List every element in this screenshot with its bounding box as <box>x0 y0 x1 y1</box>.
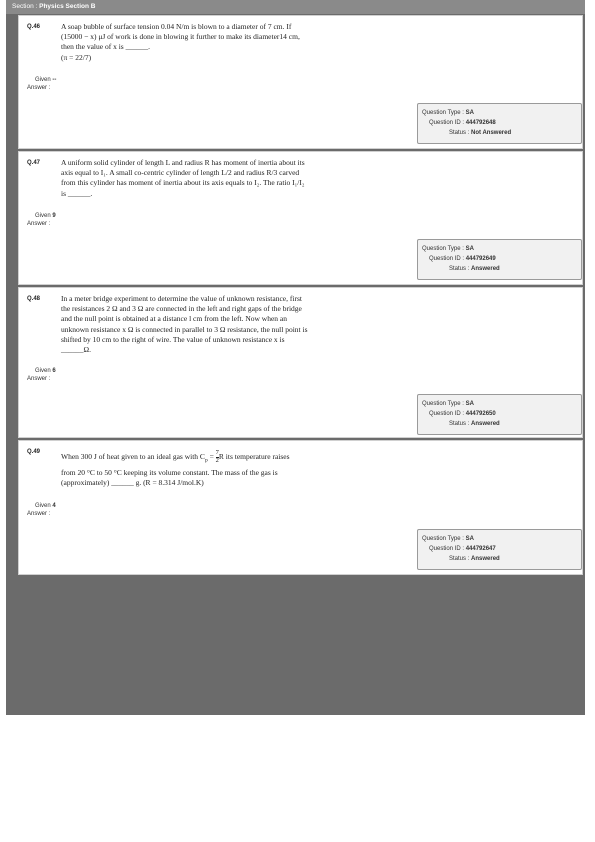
question-line: A soap bubble of surface tension 0.04 N/m is blown to a diameter of 7 cm. If <box>61 22 292 31</box>
question-status: Status : Not Answered <box>449 130 512 136</box>
section-name: Physics Section B <box>39 3 96 10</box>
question-line: the resistances 2 Ω and 3 Ω are connected in the left and right gaps of the bridge <box>61 304 302 314</box>
question-card-46 <box>18 15 583 149</box>
question-meta-box <box>417 239 582 280</box>
question-meta-box <box>417 103 582 144</box>
given-answer <box>35 503 56 511</box>
answer-label: Answer : <box>27 376 51 382</box>
question-line: In a meter bridge experiment to determine the value of unknown resistance, first <box>61 294 302 303</box>
question-type: Question Type : SA <box>422 401 474 407</box>
given-label: Given <box>35 503 51 509</box>
question-text <box>61 22 300 63</box>
question-line: from this cylinder has moment of inertia about its axis equals to I₂. The ratio I₁/I₂ <box>61 178 305 188</box>
question-text <box>61 158 305 199</box>
question-number: Q.48 <box>27 296 41 302</box>
given-value: 9 <box>52 213 56 219</box>
question-status: Status : Answered <box>449 556 500 562</box>
question-line: axis equal to I₁. A small co-centric cylinder of length L/2 and radius R/3 carved <box>61 168 300 178</box>
section-label: Section : <box>12 3 40 10</box>
question-number: Q.47 <box>27 160 41 166</box>
given-label: Given <box>35 368 51 374</box>
question-type: Question Type : SA <box>422 110 474 116</box>
answer-label: Answer : <box>27 85 51 91</box>
given-label: Given <box>35 213 51 219</box>
question-status: Status : Answered <box>449 266 500 272</box>
question-id: Question ID : 444792649 <box>429 256 496 262</box>
question-line: and the null point is obtained at a distance l cm from the left. Now when an <box>61 314 287 324</box>
given-label: Given <box>35 77 51 83</box>
question-line: (π = 22/7) <box>61 52 92 62</box>
question-line: ______Ω. <box>61 345 91 355</box>
question-type: Question Type : SA <box>422 246 474 252</box>
question-type: Question Type : SA <box>422 536 474 542</box>
question-id: Question ID : 444792650 <box>429 411 496 417</box>
question-id: Question ID : 444792647 <box>429 546 496 552</box>
question-line: When 300 J of heat given to an ideal gas with $C_p$ = $\frac{7}{2}$ R its temperature raises <box>61 449 290 464</box>
question-card-49 <box>18 440 583 575</box>
question-number: Q.49 <box>27 449 41 455</box>
question-line: then the value of x is ______. <box>61 42 150 52</box>
answer-label: Answer : <box>27 221 51 227</box>
given-answer <box>35 213 56 221</box>
question-line: (15000 − x) μJ of work is done in blowing it further to make its diameter14 cm, <box>61 32 300 42</box>
question-id: Question ID : 444792648 <box>429 120 496 126</box>
question-number: Q.46 <box>27 24 41 30</box>
fraction-seven-halves: $\frac{7}{2}$ <box>215 449 219 464</box>
question-line: A uniform solid cylinder of length L and radius R has moment of inertia about its <box>61 158 305 167</box>
question-card-47 <box>18 151 583 285</box>
question-text <box>61 450 290 488</box>
answer-label: Answer : <box>27 511 51 517</box>
question-card-48 <box>18 287 583 438</box>
question-text <box>61 294 308 355</box>
question-line: is ______. <box>61 188 93 198</box>
question-meta-box <box>417 394 582 435</box>
question-paper-sheet <box>6 0 585 715</box>
question-status: Status : Answered <box>449 421 500 427</box>
section-header <box>6 0 585 14</box>
question-line: shifted by 10 cm to the right of wire. The value of unknown resistance x is <box>61 334 285 344</box>
question-line: unknown resistance x Ω is connected in parallel to 3 Ω resistance, the null point is <box>61 324 308 334</box>
question-line: from 20 °C to 50 °C keeping its volume constant. The mass of the gas is <box>61 467 278 477</box>
given-value: 6 <box>52 368 56 374</box>
given-answer <box>35 368 56 376</box>
given-value: 4 <box>52 503 56 509</box>
question-meta-box <box>417 529 582 570</box>
given-answer <box>35 77 56 85</box>
question-line: (approximately) ______ g. (R = 8.314 J/mol.K) <box>61 477 204 487</box>
given-value: -- <box>52 77 57 83</box>
